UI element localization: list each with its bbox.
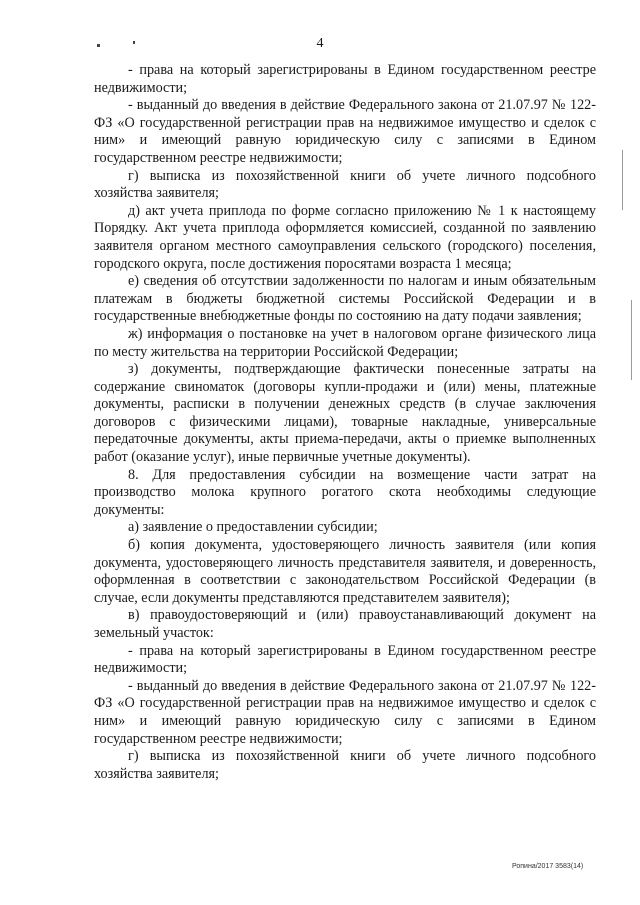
scan-speck: [97, 44, 100, 47]
paragraph: - выданный до введения в действие Федерального закона от 21.07.97 № 122-ФЗ «О государственной регистрации прав на недвижимое имущество и сделок с ним» и имеющий равную юридическую силу с записями в Едином государственном реестре недвижимости;: [94, 97, 596, 166]
footer-code: Ропина/2017 3583(14): [512, 863, 584, 870]
paragraph: ж) информация о постановке на учет в налоговом органе физического лица по месту жительства на территории Российской Федерации;: [94, 325, 596, 360]
scan-edge-line: [622, 150, 623, 210]
paragraph: а) заявление о предоставлении субсидии;: [128, 519, 378, 536]
paragraph: е) сведения об отсутствии задолженности по налогам и иным обязательным платежам в бюджеты бюджетной системы Российской Федерации и в государственные внебюджетные фонды по состоянию на дату подачи заявления;: [94, 273, 596, 325]
paragraph: в) правоудостоверяющий и (или) правоустанавливающий документ на земельный участок:: [94, 607, 596, 641]
paragraph: б) копия документа, удостоверяющего личность заявителя (или копия документа, удостоверяющего личность представителя заявителя, и доверенность, оформленная в соответствии с законодательством Российской Федерации (в случае, если документы представляются представителем заявителя);: [94, 537, 596, 606]
paragraph: - права на который зарегистрированы в Едином государственном реестре недвижимости;: [94, 642, 596, 677]
paragraph: д) акт учета приплода по форме согласно приложению № 1 к настоящему Порядку. Акт учета приплода оформляется комиссией, созданной по заявлению заявителя органом местного самоуправления сельского (городского) поселения, городского округа, после достижения поросятами возраста 1 месяца;: [94, 202, 596, 272]
paragraph: з) документы, подтверждающие фактически понесенные затраты на содержание свиноматок (договоры купли-продажи и (или) мены, платежные документы, расписки в получении денежных средств (в случае заключения договоров с физическими лицами), товарные накладные, универсальные передаточные документы, акты приема-передачи, акты о приемке выполненных работ (оказание услуг), иные первичные учетные документы).: [94, 361, 596, 466]
paragraph: 8. Для предоставления субсидии на возмещение части затрат на производство молока крупного рогатого скота необходимы следующие документы:: [94, 466, 596, 518]
scan-edge-line: [631, 300, 632, 380]
paragraph: г) выписка из похозяйственной книги об учете личного подсобного хозяйства заявителя;: [94, 167, 596, 202]
paragraph: - права на который зарегистрированы в Едином государственном реестре недвижимости;: [94, 62, 596, 96]
paragraph: - выданный до введения в действие Федерального закона от 21.07.97 № 122-ФЗ «О государственной регистрации прав на недвижимое имущество и сделок с ним» и имеющий равную юридическую силу с записями в Едином государственном реестре недвижимости;: [94, 677, 596, 747]
page-number: 4: [316, 36, 324, 51]
paragraph: г) выписка из похозяйственной книги об учете личного подсобного хозяйства заявителя;: [94, 748, 596, 782]
document-body: [94, 62, 596, 783]
scan-speck: [133, 41, 135, 44]
